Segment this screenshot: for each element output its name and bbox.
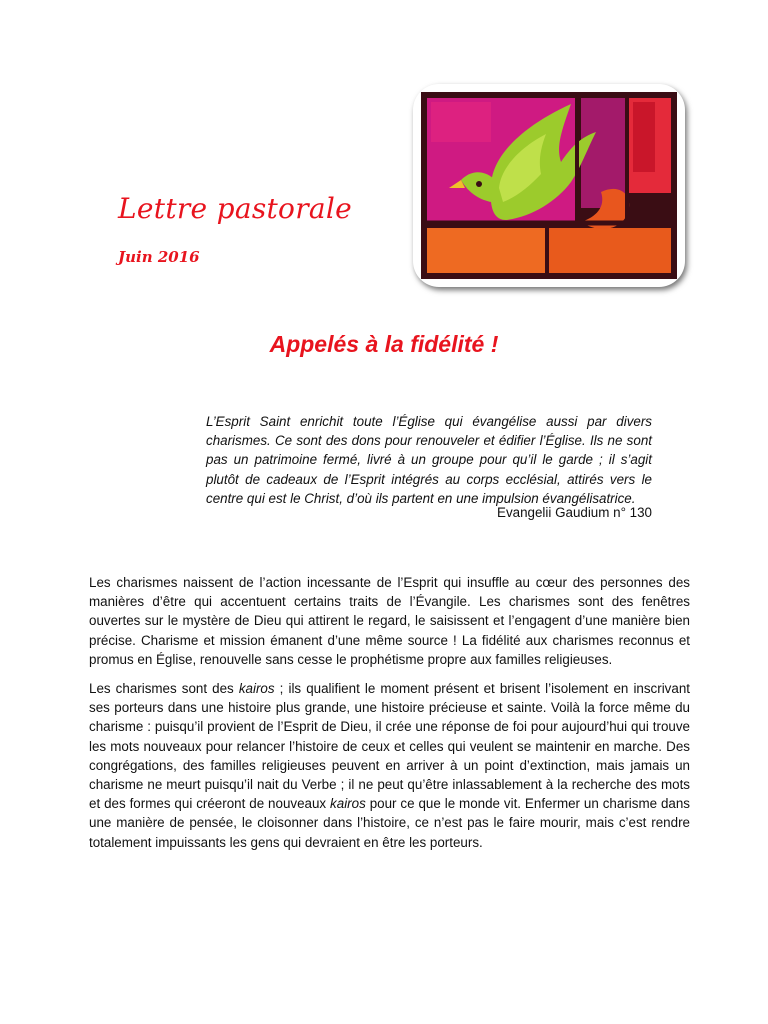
kairos-term: kairos [238,681,275,697]
paragraph-2-part-c: pour ce que le monde vit. Enfermer un charisme dans une manière de pensée, le cloisonner dans l’histoire, ce n’est pas le faire mourir, mais c’est rendre totalement impuissants les gens qui devraient en être les porteurs. [89,796,690,850]
epigraph-quote: L’Esprit Saint enrichit toute l’Église qui évangélise aussi par divers charismes. Ce sont des dons pour renouveler et édifier l’Église. Ils ne sont pas un patrimoine fermé, livré à un groupe pour qu’il le garde ; il s’agit plutôt de cadeaux de l’Esprit intégrés au corps ecclésial, attirés vers le centre qui est le Christ, d’où ils partent en une impulsion évangélisatrice. [206,414,652,506]
paragraph-2-part-a: Les charismes sont des [89,681,239,697]
paragraph-1: Les charismes naissent de l’action incessante de l’Esprit qui insuffle au cœur des personnes des manières d’être qui accentuent certains traits de l’Évangile. Les charismes sont des fenêtres ouvertes sur le mystère de Dieu qui attirent le regard, le saisissent et l’engagent d’une manière bien précise. Charisme et mission émanent d’une même source ! La fidélité aux charismes reconnus et promus en Église, renouvelle sans cesse le prophétisme propre aux familles religieuses. [89,575,690,667]
paragraph-2-part-b: ; ils qualifient le moment présent et brisent l’isolement en inscrivant ses porteurs dans une histoire plus grande, une histoire précieuse et sainte. Voilà la force même du charisme : puisqu’il provient de l’Esprit de Dieu, il crée une réponse de foi pour aujourd’hui qui trouve les mots nouveaux pour relancer l’histoire de ceux et celles qui veulent se maintenir en marche. Des congrégations, des familles religieuses peuvent en arriver à un point d’extinction, mais jamais un charisme ne meurt puisqu’il nait du Verbe ; il ne peut qu’être inlassablement à la recherche des mots et des formes qui créeront de nouveaux [89,681,690,812]
paragraph-2 [89,679,690,852]
letter-date: Juin 2016 [118,248,200,266]
main-title: Appelés à la fidélité ! [269,331,499,357]
body-text [89,573,690,862]
kairos-term: kairos [330,796,366,812]
epigraph-source: Evangelii Gaudium n° 130 [497,505,652,520]
dove-stained-glass-icon [421,92,677,279]
letter-title: Lettre pastorale [118,192,353,225]
logo-frame [413,84,685,287]
